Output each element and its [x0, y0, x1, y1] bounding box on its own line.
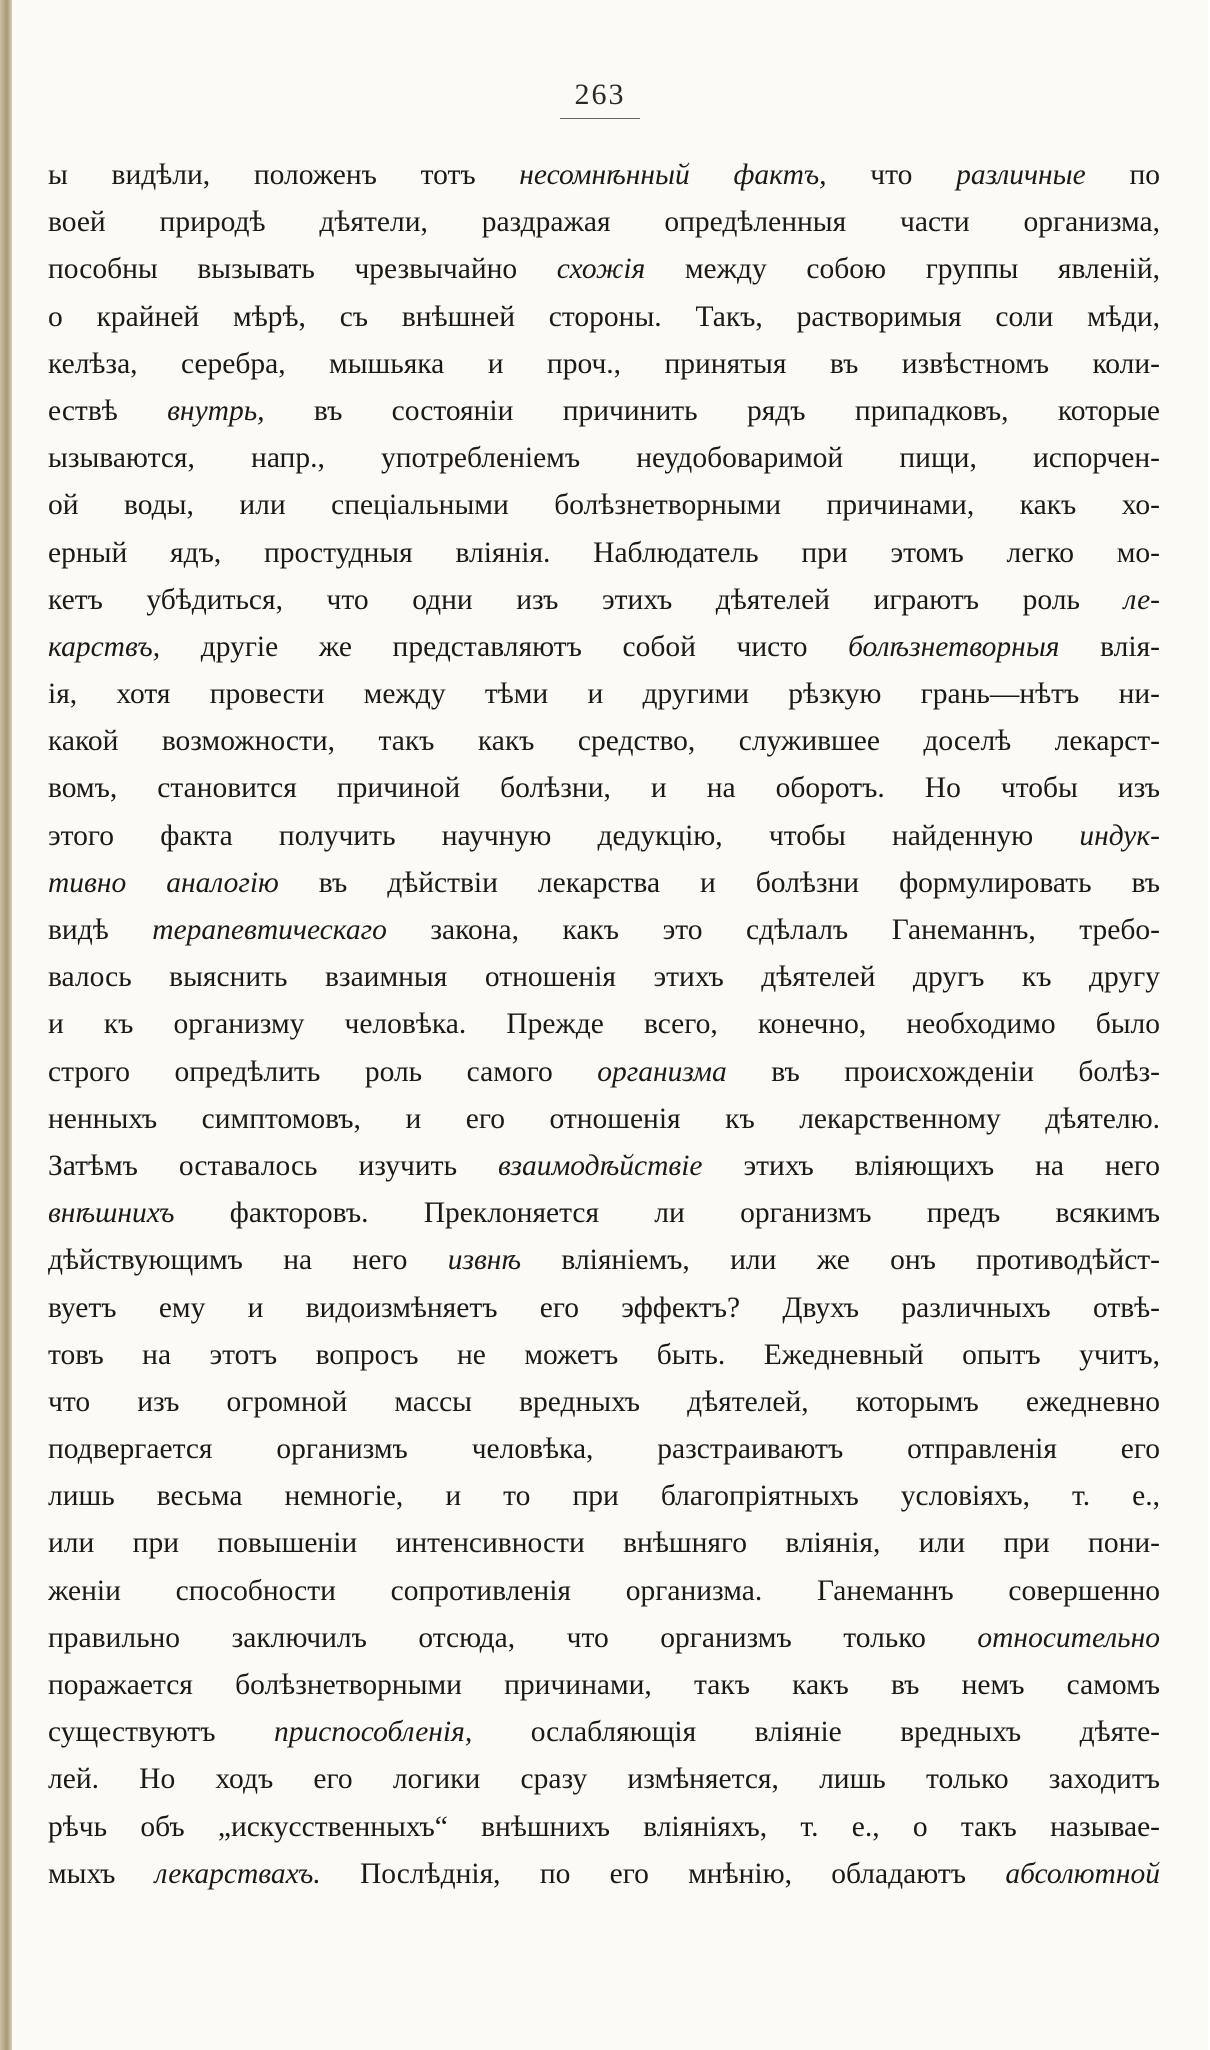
- text-line: [48, 954, 1160, 1001]
- text-segment: по: [1085, 159, 1160, 191]
- text-segment: или при повышеніи интенсивности внѣшняго вліянія, или при пони-: [48, 1527, 1160, 1560]
- text-segment: влія-: [1059, 630, 1160, 663]
- text-segment: рѣчь объ „искусственныхъ“ внѣшнихъ вліяніяхъ, т. е., о такъ называе-: [48, 1810, 1160, 1843]
- text-segment: правильно заключилъ отсюда, что организмъ только: [48, 1621, 978, 1654]
- text-segment: лишь весьма немногіе, и то при благопріятныхъ условіяхъ, т. е.,: [48, 1480, 1160, 1513]
- italic-text: ле-: [1123, 583, 1160, 616]
- italic-text: внутрь,: [167, 394, 265, 427]
- text-segment: о крайней мѣрѣ, съ внѣшней стороны. Такъ, растворимыя соли мѣди,: [48, 300, 1160, 333]
- italic-text: относительно: [977, 1621, 1160, 1654]
- text-segment: вліяніемъ, или же онъ противодѣйст-: [521, 1244, 1160, 1277]
- text-line: [48, 1285, 1160, 1332]
- italic-text: лекарствахъ.: [154, 1857, 321, 1890]
- text-segment: между собою группы явленій,: [645, 253, 1160, 286]
- text-line: [48, 1756, 1160, 1803]
- text-segment: ы видѣли, положенъ тотъ: [48, 159, 520, 191]
- italic-text: различные: [956, 159, 1086, 191]
- text-line: [48, 1615, 1160, 1662]
- text-segment: кетъ убѣдиться, что одни изъ этихъ дѣятелей играютъ роль: [48, 583, 1124, 616]
- text-segment: видѣ: [48, 914, 153, 946]
- page-number: [12, 78, 1188, 112]
- text-line: [48, 718, 1160, 765]
- text-line: [48, 482, 1160, 529]
- text-line: [48, 1426, 1160, 1473]
- text-segment: и къ организму человѣка. Прежде всего, конечно, необходимо было: [48, 1008, 1160, 1041]
- text-line: [48, 1851, 1160, 1898]
- text-segment: другіе же представляютъ собой чисто: [160, 630, 849, 663]
- italic-text: терапевтическаго: [152, 914, 387, 946]
- text-line: [48, 530, 1160, 577]
- italic-text: болѣзнетворныя: [848, 630, 1060, 663]
- text-line: [48, 860, 1160, 907]
- text-line: [48, 199, 1160, 246]
- text-segment: валось выяснить взаимныя отношенія этихъ дѣятелей другъ къ другу: [48, 961, 1160, 994]
- text-segment: ія, хотя провести между тѣми и другими рѣзкую грань—нѣтъ ни-: [48, 678, 1160, 711]
- text-line: [48, 246, 1160, 293]
- text-line: [48, 1237, 1160, 1284]
- text-line: [48, 1379, 1160, 1426]
- text-line: [48, 813, 1160, 860]
- text-segment: поражается болѣзнетворными причинами, такъ какъ въ немъ самомъ: [48, 1669, 1160, 1701]
- text-line: [48, 1520, 1160, 1567]
- text-line: [48, 1568, 1160, 1615]
- text-line: [48, 671, 1160, 718]
- text-segment: въ дѣйствіи лекарства и болѣзни формулировать въ: [278, 866, 1160, 899]
- text-segment: Затѣмъ оставалось изучить: [48, 1149, 499, 1182]
- text-segment: этого факта получить научную дедукцію, чтобы найденную: [48, 819, 1080, 852]
- italic-text: взаимодѣйствіе: [498, 1149, 703, 1182]
- text-line: [48, 152, 1160, 199]
- italic-text: внѣшнихъ: [48, 1197, 175, 1230]
- text-line: [48, 765, 1160, 812]
- page-number-underline: [560, 118, 640, 119]
- text-segment: ой воды, или спеціальными болѣзнетворными причинами, какъ хо-: [48, 489, 1160, 522]
- text-line: [48, 341, 1160, 388]
- text-segment: какой возможности, такъ какъ средство, служившее доселѣ лекарст-: [48, 725, 1160, 758]
- italic-text: организма: [597, 1055, 727, 1088]
- text-segment: въ происхожденіи болѣз-: [726, 1055, 1160, 1088]
- text-line: [48, 577, 1160, 624]
- text-segment: подвергается организмъ человѣка, разстраиваютъ отправленія его: [48, 1433, 1160, 1466]
- text-segment: дѣйствующимъ на него: [48, 1244, 448, 1277]
- text-line: [48, 1473, 1160, 1520]
- text-line: [48, 294, 1160, 341]
- text-segment: въ состояніи причинить рядъ припадковъ, которые: [264, 394, 1160, 427]
- italic-text: карствъ,: [48, 630, 161, 663]
- text-segment: существуютъ: [48, 1716, 274, 1749]
- page-number-text: 263: [574, 78, 626, 111]
- text-line: [48, 624, 1160, 671]
- text-line: [48, 907, 1160, 954]
- text-line: [48, 1001, 1160, 1048]
- text-segment: женіи способности сопротивленія организма. Ганеманнъ совершенно: [48, 1574, 1160, 1607]
- italic-text: извнѣ: [447, 1244, 522, 1277]
- text-segment: закона, какъ это сдѣлалъ Ганеманнъ, требо-: [386, 914, 1160, 946]
- text-line: [48, 388, 1160, 435]
- text-segment: ествѣ: [48, 394, 168, 427]
- text-segment: что изъ огромной массы вредныхъ дѣятелей, которымъ ежедневно: [48, 1385, 1160, 1418]
- text-line: [48, 1804, 1160, 1851]
- italic-text: приспособленія,: [273, 1716, 473, 1749]
- text-line: [48, 1662, 1160, 1709]
- text-segment: этихъ вліяющихъ на него: [702, 1149, 1160, 1182]
- text-line: [48, 435, 1160, 482]
- text-segment: пособны вызывать чрезвычайно: [48, 253, 557, 286]
- text-segment: строго опредѣлить роль самого: [48, 1055, 598, 1088]
- text-segment: факторовъ. Преклоняется ли организмъ предъ всякимъ: [174, 1197, 1160, 1230]
- body-text: [48, 152, 1160, 1898]
- italic-text: несомнѣнный фактъ,: [519, 159, 827, 191]
- italic-text: схожія: [556, 253, 646, 286]
- text-segment: лей. Но ходъ его логики сразу измѣняется, лишь только заходитъ: [48, 1763, 1160, 1796]
- text-line: [48, 1332, 1160, 1379]
- text-segment: ерный ядъ, простудныя вліянія. Наблюдатель при этомъ легко мо-: [48, 536, 1160, 569]
- text-line: [48, 1709, 1160, 1756]
- text-line: [48, 1143, 1160, 1190]
- text-segment: товъ на этотъ вопросъ не можетъ быть. Ежедневный опытъ учитъ,: [48, 1338, 1160, 1371]
- text-segment: вомъ, становится причиной болѣзни, и на оборотъ. Но чтобы изъ: [48, 772, 1160, 805]
- text-line: [48, 1049, 1160, 1096]
- italic-text: абсолютной: [1005, 1857, 1160, 1890]
- paper: [12, 0, 1208, 2050]
- text-segment: ослабляющія вліяніе вредныхъ дѣяте-: [472, 1716, 1160, 1749]
- text-segment: келѣза, серебра, мышьяка и проч., принятыя въ извѣстномъ коли-: [48, 347, 1160, 380]
- text-line: [48, 1096, 1160, 1143]
- italic-text: тивно аналогію: [48, 866, 279, 899]
- text-segment: что: [826, 159, 957, 191]
- text-segment: вуетъ ему и видоизмѣняетъ его эффектъ? Двухъ различныхъ отвѣ-: [48, 1291, 1160, 1324]
- text-segment: мыхъ: [48, 1857, 155, 1890]
- text-segment: Послѣднія, по его мнѣнію, обладаютъ: [320, 1857, 1006, 1890]
- italic-text: индук-: [1079, 819, 1160, 852]
- text-line: [48, 1190, 1160, 1237]
- text-segment: ызываются, напр., употребленіемъ неудобоваримой пищи, испорчен-: [48, 442, 1160, 475]
- text-segment: воей природѣ дѣятели, раздражая опредѣленныя части организма,: [48, 206, 1160, 239]
- text-segment: ненныхъ симптомовъ, и его отношенія къ лекарственному дѣятелю.: [48, 1102, 1160, 1135]
